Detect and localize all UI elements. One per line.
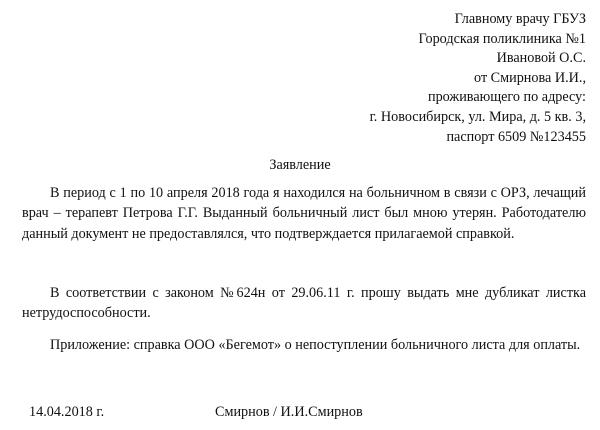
sender-line: проживающего по адресу: xyxy=(427,89,586,106)
body-paragraph: В соответствии с законом №624н от 29.06.11 г. прошу выдать мне дубликат листка нетрудоспособности. xyxy=(22,285,586,322)
document-date: 14.04.2018 г. xyxy=(29,404,105,420)
addressee-line: Городская поликлиника №1 xyxy=(418,30,586,47)
document-title: Заявление xyxy=(269,157,331,173)
sender-line: от Смирнова И.И., xyxy=(474,69,586,86)
addressee-block xyxy=(226,10,586,147)
address-line: г. Новосибирск, ул. Мира, д. 5 кв. 3, xyxy=(369,108,586,125)
signature: Смирнов / И.И.Смирнов xyxy=(215,404,363,420)
attachment-paragraph: Приложение: справка ООО «Бегемот» о непоступлении больничного листа для оплаты. xyxy=(50,337,581,353)
addressee-line: Ивановой О.С. xyxy=(496,50,586,67)
addressee-line: Главному врачу ГБУЗ xyxy=(454,11,586,27)
passport-line: паспорт 6509 №123455 xyxy=(446,128,586,145)
body-paragraph: В период с 1 по 10 апреля 2018 года я находился на больничном в связи с ОРЗ, лечащий врач – терапевт Петрова Г.Г. Выданный больничный лист был мною утерян. Работодателю данный документ не предоставлялся, что подтверждается прилагаемой справкой. xyxy=(22,185,586,242)
